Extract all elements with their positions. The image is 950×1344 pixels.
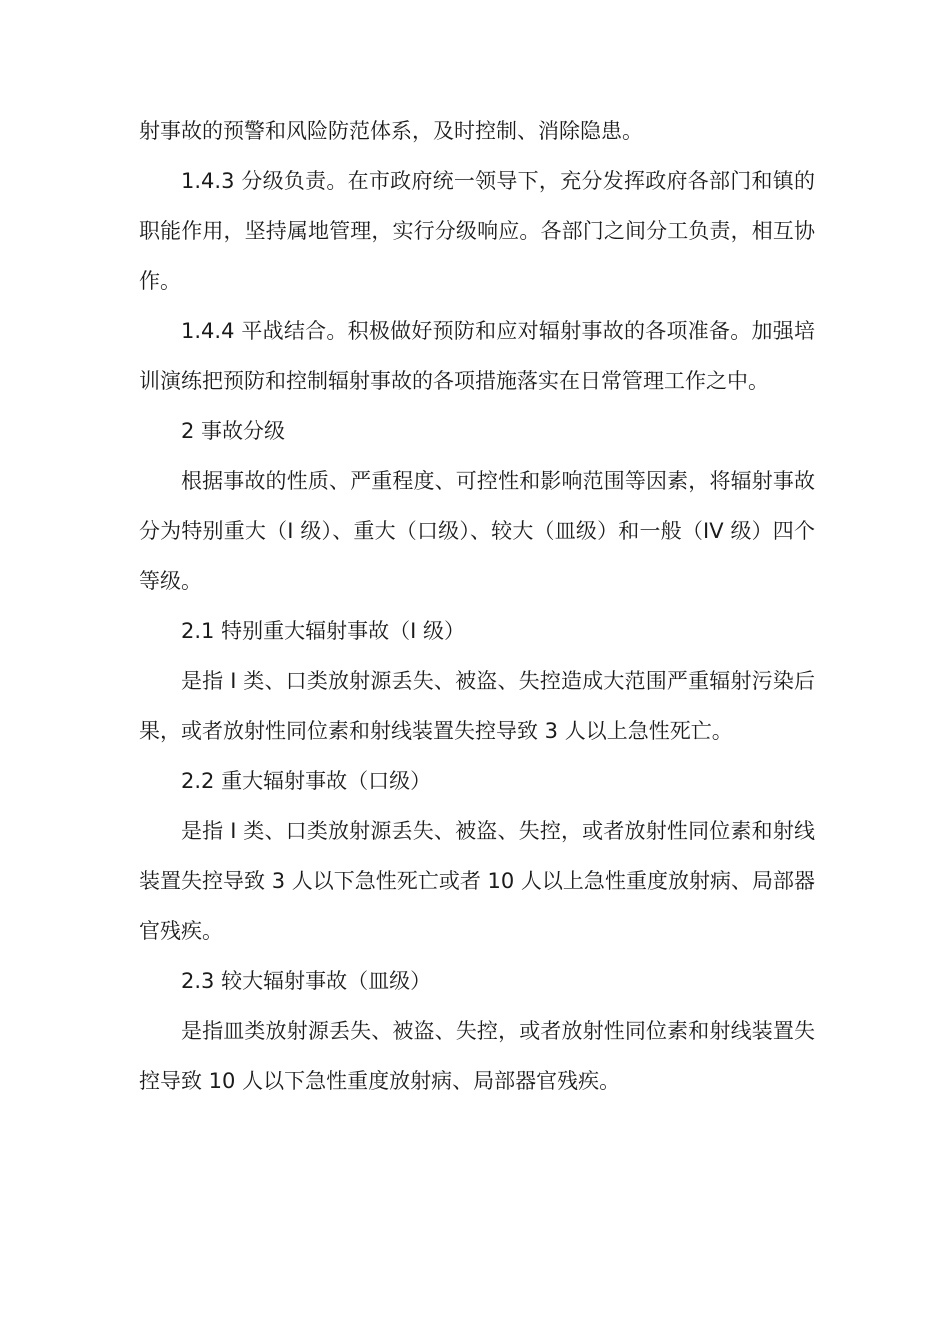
paragraph-1-4-4: 1.4.4 平战结合。积极做好预防和应对辐射事故的各项准备。加强培训演练把预防和控制辐射事故的各项措施落实在日常管理工作之中。	[139, 319, 815, 393]
heading-2-3: 2.3 较大辐射事故（皿级）	[181, 969, 432, 993]
paragraph-continuation: 射事故的预警和风险防范体系，及时控制、消除隐患。	[139, 119, 643, 143]
paragraph-1-4-3: 1.4.3 分级负责。在市政府统一领导下，充分发挥政府各部门和镇的职能作用，坚持属地管理，实行分级响应。各部门之间分工负责，相互协作。	[139, 169, 815, 293]
section-heading-2: 2 事故分级	[181, 419, 286, 443]
paragraph-2-3: 是指皿类放射源丢失、被盗、失控，或者放射性同位素和射线装置失控导致 10 人以下急性重度放射病、局部器官残疾。	[139, 1019, 815, 1093]
heading-2-1: 2.1 特别重大辐射事故（I 级）	[181, 619, 465, 643]
heading-2-2: 2.2 重大辐射事故（口级）	[181, 769, 432, 793]
paragraph-classification: 根据事故的性质、严重程度、可控性和影响范围等因素，将辐射事故分为特别重大（I 级）、重大（口级）、较大（皿级）和一般（IV 级）四个等级。	[139, 469, 815, 593]
paragraph-2-1: 是指 I 类、口类放射源丢失、被盗、失控造成大范围严重辐射污染后果，或者放射性同位素和射线装置失控导致 3 人以上急性死亡。	[139, 669, 815, 743]
document-body	[139, 106, 815, 1106]
paragraph-2-2: 是指 I 类、口类放射源丢失、被盗、失控，或者放射性同位素和射线装置失控导致 3 人以下急性死亡或者 10 人以上急性重度放射病、局部器官残疾。	[139, 819, 815, 943]
